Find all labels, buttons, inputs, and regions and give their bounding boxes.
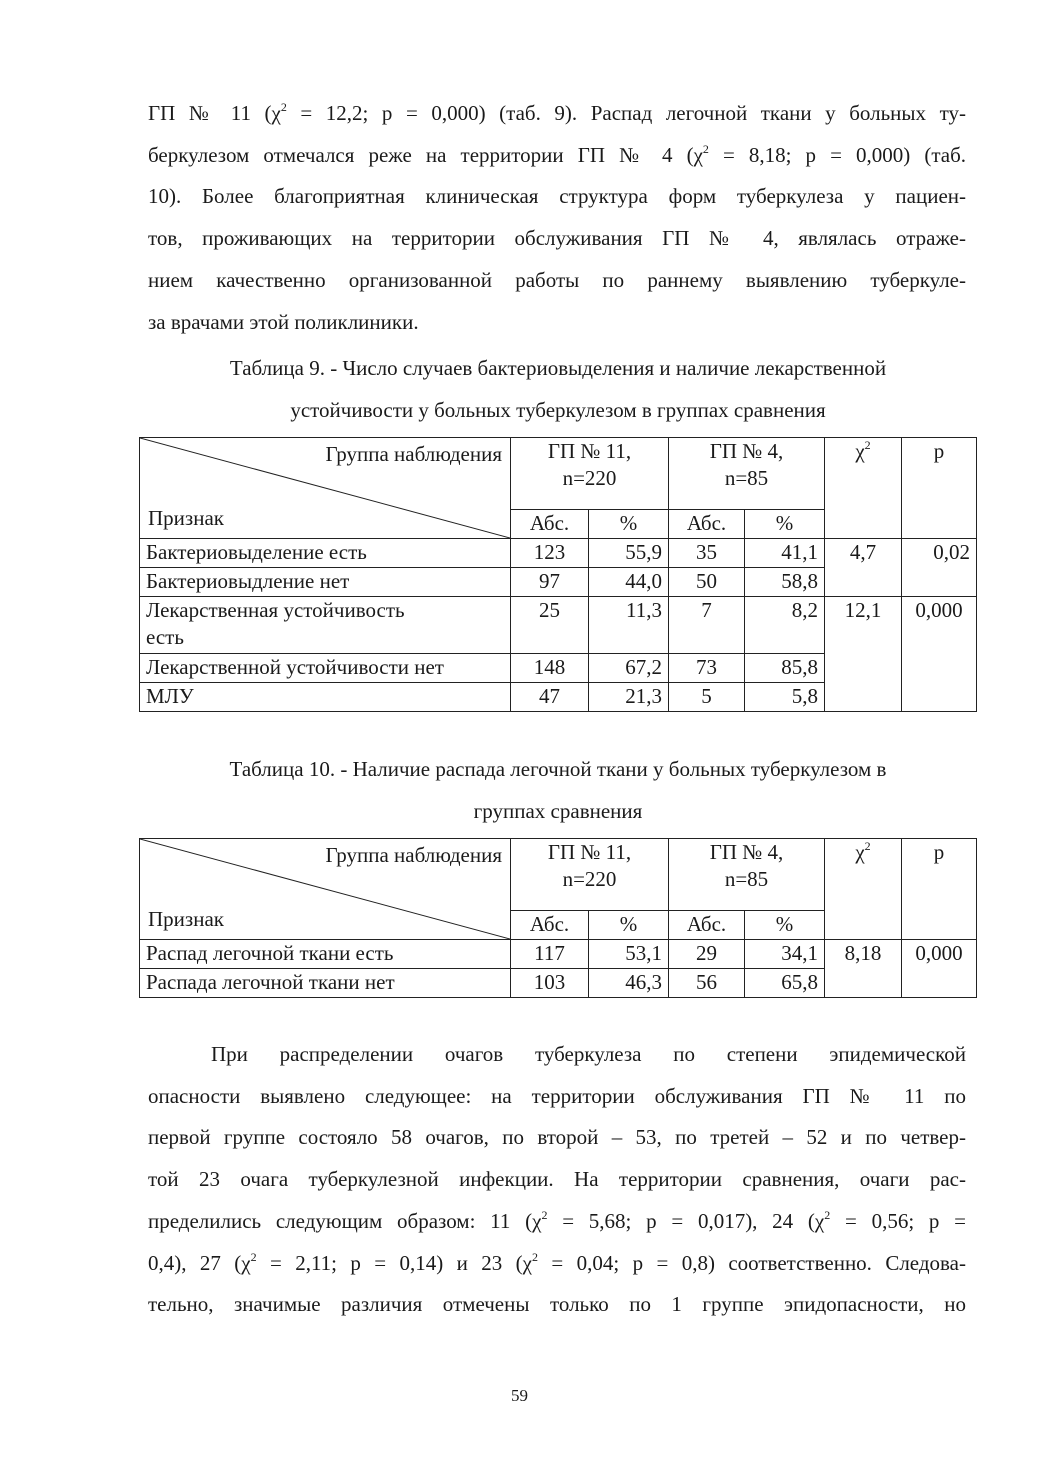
table9-chi-value-2: 12,1: [825, 597, 902, 712]
table-row: Бактериовыделение есть 123 55,9 35 41,1 4,7 0,02: [140, 539, 977, 568]
table10-feature-label: Признак: [148, 907, 224, 931]
table10-chi-value: 8,18: [825, 940, 902, 998]
table-row: Лекарственной устойчивости нет 148 67,2 73 85,8: [140, 654, 977, 683]
table9-caption-line2: устойчивости у больных туберкулезом в группах сравнения: [290, 398, 826, 422]
table9-p-value-2: 0,000: [902, 597, 977, 712]
text-line: нием качественно организованной работы по раннему выявлению туберкуле-: [148, 267, 966, 292]
table10-header-diagonal: [140, 839, 511, 940]
table10-group-label: Группа наблюдения: [325, 843, 502, 867]
table9-pct-header-2: %: [745, 510, 825, 539]
table9-abs-header-2: Абс.: [669, 510, 745, 539]
text-line: 0,4), 27 ($\chi^2 = 2,11$; р = 0,14) и 23 ($\chi^2 = 0,04$; р = 0,8) соответственно. Следова-: [148, 1249, 966, 1275]
text-line: При распределении очагов туберкулеза по степени эпидемической: [211, 1042, 966, 1066]
page-number: 59: [511, 1386, 528, 1405]
table10-chi-header: $\chi^2$: [825, 839, 902, 940]
table10-pct-header-1: %: [589, 911, 669, 940]
text-line: пределились следующим образом: 11 ($\chi^2 = 5,68$; р = 0,017), 24 ($\chi^2 = 0,56$; р =: [148, 1207, 966, 1233]
text-line: тов, проживающих на территории обслуживания ГП № 4, являлась отраже-: [148, 226, 966, 251]
text-line: опасности выявлено следующее: на территории обслуживания ГП № 11 по: [148, 1083, 966, 1108]
table10-p-value: 0,000: [902, 940, 977, 998]
table10-abs-header-2: Абс.: [669, 911, 745, 940]
table-row: Распад легочной ткани есть 117 53,1 29 34,1 8,18 0,000: [140, 940, 977, 969]
table10-gp11-header: ГП № 11, n=220: [511, 839, 669, 911]
text-line: 10). Более благоприятная клиническая структура форм туберкулеза у пациен-: [148, 184, 966, 209]
table-row: Лекарственная устойчивость есть 25 11,3 7 8,2 12,1 0,000: [140, 597, 977, 654]
table9-feature-label: Признак: [148, 506, 224, 530]
paragraph-top: [148, 93, 966, 343]
table10-gp4-header: ГП № 4, n=85: [669, 839, 825, 911]
table10-p-header: р: [902, 839, 977, 940]
table9-gp11-header: ГП № 11, n=220: [511, 438, 669, 510]
table9-gp4-header: ГП № 4, n=85: [669, 438, 825, 510]
table-row: МЛУ 47 21,3 5 5,8: [140, 683, 977, 712]
table10-pct-header-2: %: [745, 911, 825, 940]
table9-group-label: Группа наблюдения: [325, 442, 502, 466]
table-row: Бактериовыдление нет 97 44,0 50 58,8: [140, 568, 977, 597]
text-line: тельно, значимые различия отмечены только по 1 группе эпидопасности, но: [148, 1292, 966, 1317]
text-line: той 23 очага туберкулезной инфекции. На территории сравнения, очаги рас-: [148, 1167, 966, 1192]
table-9: [139, 437, 977, 712]
text-line: беркулезом отмечался реже на территории ГП № 4 ($\chi^2 = 8,18$; р = 0,000) (таб.: [148, 141, 967, 167]
table9-chi-value-1: 4,7: [825, 539, 902, 597]
table9-abs-header-1: Абс.: [511, 510, 589, 539]
text-line: первой группе состояло 58 очагов, по второй – 53, по третей – 52 и по четвер-: [148, 1125, 966, 1150]
table9-chi-header: $\chi^2$: [825, 438, 902, 539]
table10-caption-line1: Таблица 10. - Наличие распада легочной ткани у больных туберкулезом в: [229, 757, 887, 781]
table-row: Распада легочной ткани нет 103 46,3 56 65,8: [140, 969, 977, 998]
table9-header-diagonal: [140, 438, 511, 539]
paragraph-bottom: [148, 1034, 966, 1326]
table10-caption-line2: группах сравнения: [473, 799, 643, 823]
table9-p-value-1: 0,02: [902, 539, 977, 597]
text-line: ГП № 11 ($\chi^2 = 12,2$; р = 0,000) (таб. 9). Распад легочной ткани у больных ту-: [148, 100, 966, 125]
text-line: за врачами этой поликлиники.: [148, 309, 419, 334]
table9-pct-header-1: %: [589, 510, 669, 539]
table9-caption-line1: Таблица 9. - Число случаев бактериовыделения и наличие лекарственной: [229, 356, 887, 380]
table-10: [139, 838, 977, 998]
table10-abs-header-1: Абс.: [511, 911, 589, 940]
table9-p-header: р: [902, 438, 977, 539]
